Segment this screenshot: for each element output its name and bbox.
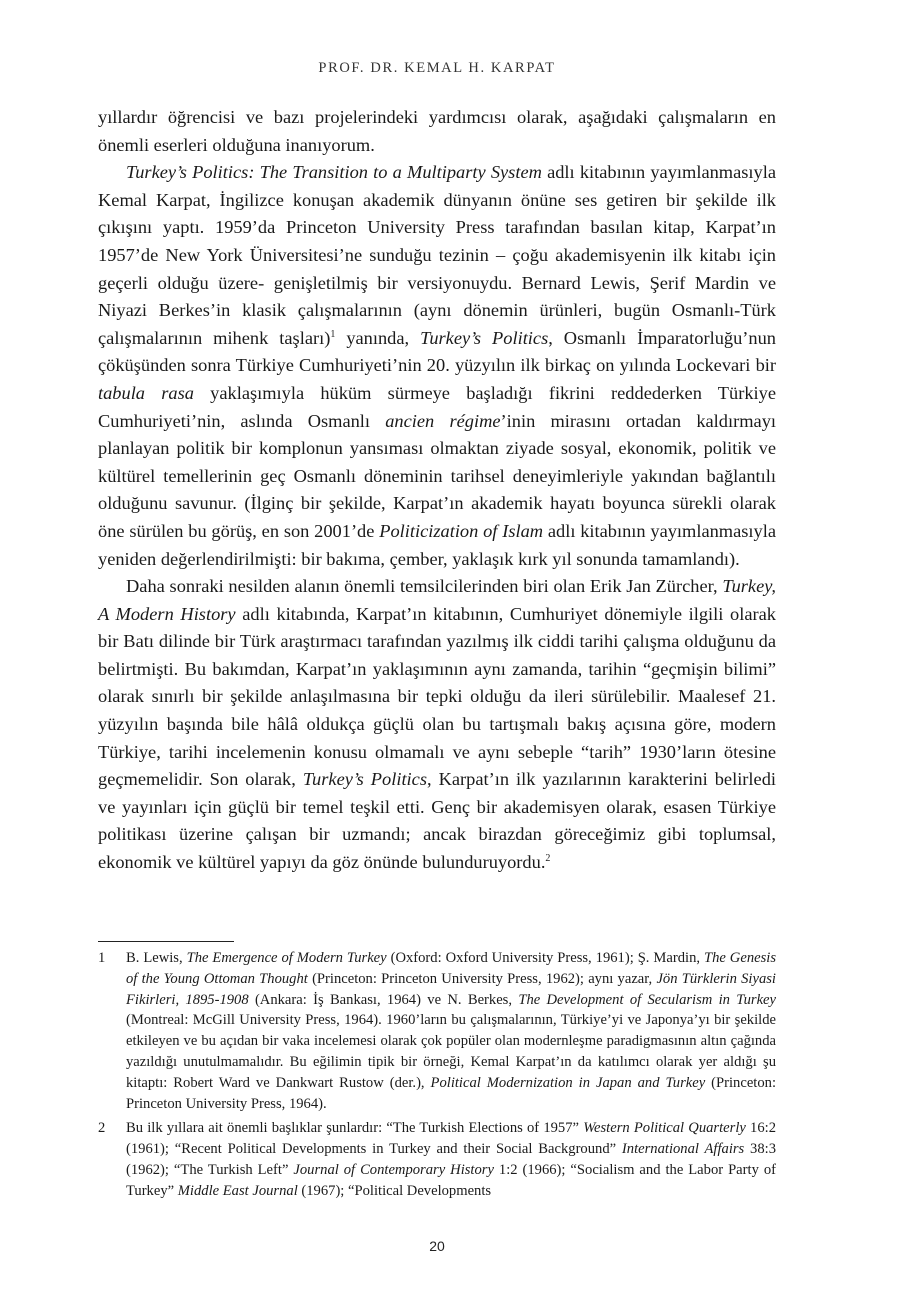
text-run: (1967); “Political Developments [297,1182,492,1199]
italic-text: Middle East Journal [177,1182,298,1199]
italic-text: The Development of Secularism in Turkey [518,991,776,1008]
text-run: yanında, [335,327,421,348]
body-text [98,104,776,877]
paragraph [98,573,776,877]
footnote-ref: 1 [330,328,336,340]
italic-text: Turkey’s Politics: The Transition to a Multiparty System [126,162,542,183]
italic-text: Turkey’s Politics [420,327,549,348]
running-head: PROF. DR. KEMAL H. KARPAT [318,60,556,76]
italic-text: tabula rasa [98,382,194,403]
text-run: adlı kitabında, Karpat’ın kitabının, Cumhuriyet dönemiyle ilgili olarak bir Batı dilinde bir Türk araştırmacı tarafından yazılmış ilk ciddi tarihi çalışma olduğunu da belirtmişti. Bu bakımdan, Karpat’ın yaklaşımının aynı zamanda, tarihin “geçmişin bilimi” olarak sınırlı bir şekilde anlaşılmasına bir tepki olduğu da ileri sürülebilir. Maalesef 21. yüzyılın başında bile hâlâ oldukça güçlü olan bu tartışmalı bakış açısına göre, modern Türkiye, tarihi incelemenin konusu olmamalı ve aynı sebeple “tarih” 1930’ların ötesine geçmemelidir. Son olarak, [98,603,776,790]
italic-text: International Affairs [621,1141,745,1158]
italic-text: Western Political Quarterly [583,1120,746,1137]
italic-text: Turkey, A Modern History [98,576,776,624]
footnote-text [126,1118,776,1201]
footnote [98,1118,776,1201]
footnote [98,948,776,1114]
footnote-number: 1 [98,950,106,966]
text-run: adlı kitabının yayımlanmasıyla yeniden değerlendirilmişti: bir bakıma, çember, yaklaşık kırk yıl sonunda tamamlandı). [98,520,777,569]
text-run: , Karpat’ın ilk yazılarının karakterini belirledi ve yayınları için güçlü bir temel teşkil etti. Genç bir akademisyen olarak, esasen Türkiye politikası üzerine çalışan bir uzmandı; ancak birazdan göreceğimiz gibi toplumsal, ekonomik ve kültürel yapıyı da göz önünde bulunduruyordu. [98,769,777,873]
footnote-text [126,948,776,1114]
text-run: , Osmanlı İmparatorluğu’nun çöküşünden sonra Türkiye Cumhuriyeti’nin 20. yüzyılın ilk birkaç on yılında Lockevari bir [98,327,777,376]
footnote-rule [98,941,234,942]
text-run: adlı kitabının yayımlanmasıyla Kemal Karpat, İngilizce konuşan akademik dünyanın önüne ses getiren bir şekilde ilk çıkışını yaptı. 1959’da Princeton University Press tarafından basılan kitap, Karpat’ın 1957’de New York Üniversitesi’ne sunduğu tezinin – çoğu akademisyenin ilk kitabı için geçerli olduğu üzere- genişletilmiş bir versiyonuydu. Bernard Lewis, Şerif Mardin ve Niyazi Berkes’in klasik çalışmalarının (aynı dönemin ürünleri, bugün Osmanlı-Türk çalışmalarının mihenk taşları) [98,162,777,348]
text-run: (Montreal: McGill University Press, 1964). 1960’ların bu çalışmalarının, Türkiye’yi ve Japonya’yı bir şekilde etkileyen ve bu açıdan bir vaka incelemesi olarak çok popüler olan modernleşme paradigmasının altın çağında yazıldığı unutulmamalıdır. Bu eğilimin tipik bir örneği, Kemal Karpat’ın da katılımcı olarak yer aldığı şu kitaptı: Robert Ward ve Dankwart Rustow (der.), [126,1012,776,1091]
italic-text: Jön Türklerin Siyasi Fikirleri, 1895-1908 [126,970,776,1008]
text-run: yaklaşımıyla hüküm sürmeye başladığı fikrini reddederken Türkiye Cumhuriyeti’nin, aslında Osmanlı [98,382,776,431]
paragraph [98,159,776,573]
page-number: 20 [429,1238,445,1254]
footnote-ref: 2 [545,852,551,864]
text-run: (Oxford: Oxford University Press, 1961); Ş. Mardin, [386,950,704,966]
text-run: (Princeton: Princeton University Press, 1964). [126,1074,776,1112]
text-run: Bu ilk yıllara ait önemli başlıklar şunlardır: “The Turkish Elections of 1957” [126,1120,584,1137]
text-run: Daha sonraki nesilden alanın önemli temsilcilerinden biri olan Erik Jan Zürcher, [126,576,723,597]
italic-text: Turkey’s Politics [302,769,427,790]
text-run: 16:2 (1961); “Recent Political Developments in Turkey and their Social Background” [126,1120,776,1158]
italic-text: Journal of Contemporary History [293,1161,494,1178]
text-run: (Princeton: Princeton University Press, 1962); aynı yazar, [307,970,657,987]
text-run: ’inin mirasını ortadan kaldırmayı planlayan politik bir komplonun yansıması olmaktan ziyade sosyal, ekonomik, politik ve kültürel temellerinin geç Osmanlı döneminin tarihsel deneyimleriyle yakından bağlantılı olduğunu savunur. (İlginç bir şekilde, Karpat’ın akademik hayatı boyunca sürekli olarak öne sürülen bu görüş, en son 2001’de [98,410,776,541]
italic-text: ancien régime [385,410,501,431]
text-run: 38:3 (1962); “The Turkish Left” [126,1141,776,1178]
book-page [98,0,776,1300]
paragraph [98,104,776,159]
italic-text: Politicization of Islam [379,520,544,541]
italic-text: The Emergence of Modern Turkey [186,950,387,966]
text-run: (Ankara: İş Bankası, 1964) ve N. Berkes, [248,991,519,1008]
text-run: 1:2 (1966); “Socialism and the Labor Party of Turkey” [126,1161,776,1199]
text-run: B. Lewis, [126,950,187,966]
footnotes [98,948,776,1206]
text-run: yıllardır öğrencisi ve bazı projelerindeki yardımcısı olarak, aşağıdaki çalışmaların en önemli eserleri olduğuna inanıyorum. [98,107,776,155]
footnote-number: 2 [98,1120,106,1137]
italic-text: The Genesis of the Young Ottoman Thought [126,950,777,987]
italic-text: Political Modernization in Japan and Turkey [430,1074,706,1091]
